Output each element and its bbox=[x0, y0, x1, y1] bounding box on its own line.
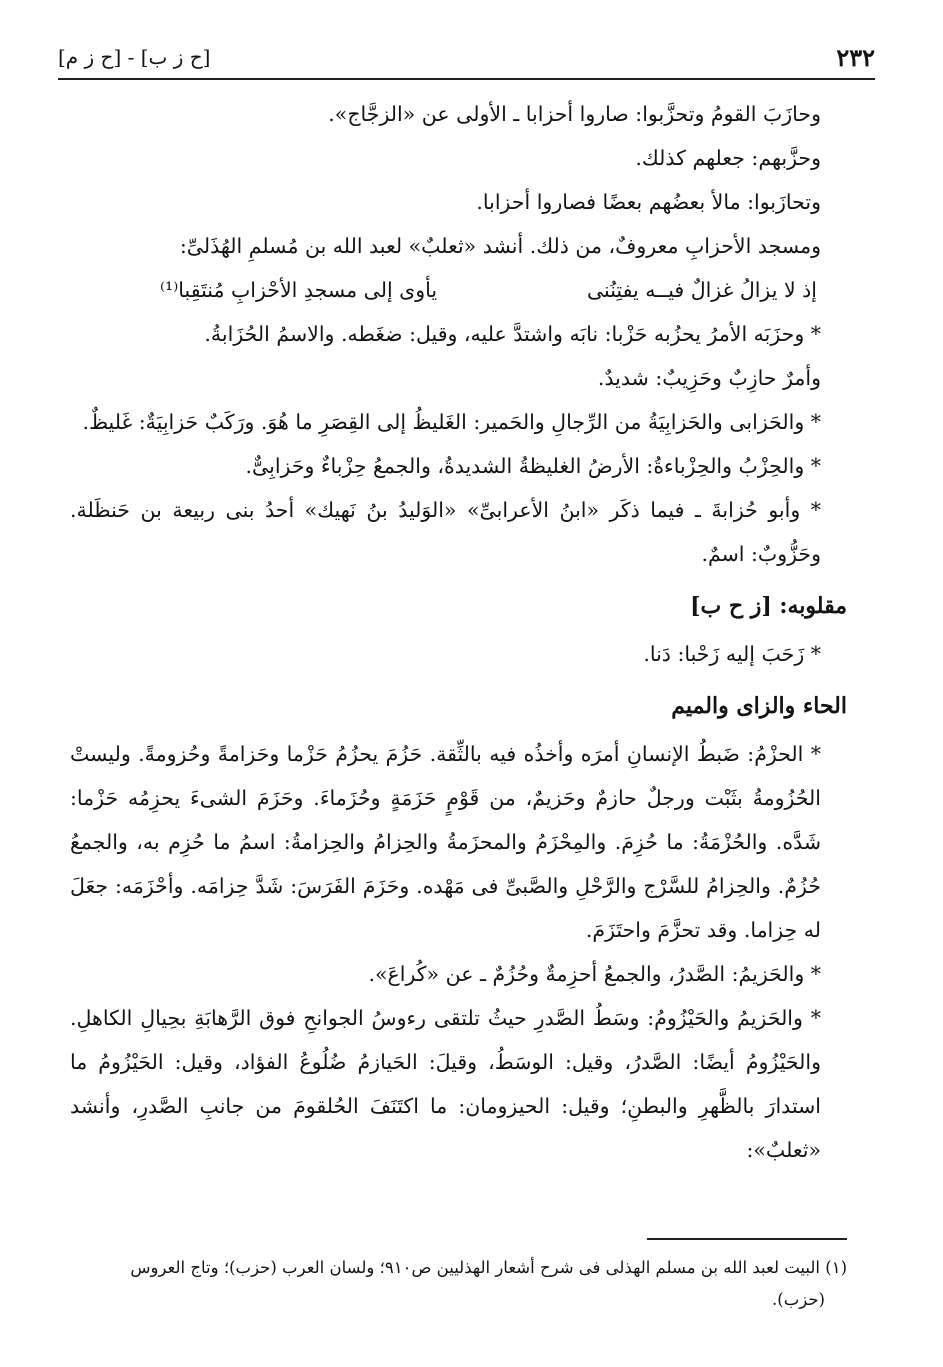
paragraph: * الحزْمُ: ضَبطُ الإنسانِ أمرَه وأخذُه فيه بالثِّقة. حَزُمَ يحزُمُ حَزْما وحَزامةً وحُزومةً. وليستْ الحُزُومةُ بثَبْت ورجلٌ حازمٌ وحَزيمٌ، من قَوْمٍ حَزَمَةٍ وحُزَماءَ. وحَزَمَ الشىءَ يحزِمُه حَزْما: شَدَّه. والحُزْمَةُ: ما حُزِمَ. والمِحْزَمُ والمحزَمةُ والحِزامُ والحِزامةُ: اسمُ ما حُزِم به، والجمعُ حُزُمٌ. والحِزامُ للسَّرْج والرَّحْلِ والصَّبىِّ فى مَهْده. وحَزَمَ الفَرَسَ: شَدَّ حِزامَه. وأحْزَمَه: جعَلَ له حِزاما. وقد تحزَّمَ واحتَزَمَ. bbox=[70, 742, 821, 942]
page-header bbox=[58, 36, 875, 80]
paragraph: * وحزَبَه الأمرُ يحزُبه حَزْبا: نابَه واشتدَّ عليه، وقيل: ضغَطه. والاسمُ الحُزَابةُ. bbox=[204, 322, 821, 346]
paragraph: * والحَزابى والحَزابِيَةُ من الرِّجالِ والحَمير: الغَليظُ إلى القِصَرِ ما هُوَ. ورَكَبٌ حَزابِيَةٌ: غَليظٌ. bbox=[82, 410, 821, 434]
verse-first-hemistich: إذ لا يزالُ غزالٌ فيــه يفتِنُنى bbox=[586, 278, 817, 302]
footnote-line: (١) البيت لعبد الله بن مسلم الهذلى فى شرح أشعار الهذليين ص٩١٠؛ ولسان العرب (حزب)؛ وتاج العروس bbox=[130, 1258, 847, 1277]
paragraph: * والحِزْبُ والحِزْباءةُ: الأرضُ الغليظةُ الشديدةُ، والجمعُ حِزْباءٌ وحَزابِىٌّ. bbox=[245, 454, 821, 478]
paragraph: وأمرٌ حازِبٌ وحَزِيبٌ: شديدٌ. bbox=[597, 366, 821, 390]
footnote bbox=[80, 1252, 847, 1316]
paragraph: ومسجد الأحزابِ معروفٌ، من ذلك. أنشد «ثعلبٌ» لعبد الله بن مُسلمِ الهُذَلىِّ: bbox=[179, 234, 821, 258]
running-head: [ح ز ب] - [ح ز م] bbox=[58, 45, 211, 69]
section-heading-inverted-root: مقلوبه: [ز ح ب] bbox=[690, 593, 847, 619]
paragraph: * والحَزيمُ: الصَّدرُ، والجمعُ أحزِمةٌ وحُزُمٌ ـ عن «كُراعَ». bbox=[368, 962, 821, 986]
main-text bbox=[70, 92, 847, 1172]
section-heading-root: الحاء والزاى والميم bbox=[671, 693, 847, 719]
footnote-divider bbox=[647, 1238, 847, 1240]
paragraph: * والحَزيمُ والحَيْزُومُ: وسَطُ الصَّدرِ حيثُ تلتقى رءوسُ الجوانحِ فوق الرَّهابَةِ بحِيالِ الكاهلِ. والحَيْزُومُ أيضًا: الصَّدرُ، وقيل: الوسَطُ، وقيلَ: الحَيازمُ ضُلُوعُ الفؤاد، وقيل: الحَيْزُومُ ما استدارَ بالظَّهرِ والبطنِ؛ وقيل: الحيزومان: ما اكتَنَفَ الحُلقومَ من جانبِ الصَّدرِ، وأنشد «ثعلبٌ»: bbox=[70, 1006, 821, 1162]
paragraph: وحزَّبهم: جعلهم كذلك. bbox=[635, 146, 821, 170]
page-number: ٢٣٢ bbox=[836, 42, 875, 72]
footnote-line: (حزب). bbox=[772, 1290, 825, 1309]
paragraph: وحازَبَ القومُ وتحزَّبوا: صاروا أحزابا ـ الأولى عن «الزجَّاج». bbox=[328, 102, 821, 126]
paragraph: * زَحَبَ إليه زَحْبا: دَنا. bbox=[643, 642, 821, 666]
verse-second-hemistich: يأوى إلى مسجدِ الأحْزابِ مُنتَقِبا⁽¹⁾ bbox=[160, 278, 438, 302]
paragraph: * وأبو حُزابةَ ـ فيما ذكَر «ابنُ الأعرابىِّ» «الوَليدُ بنُ نَهيك» أحدُ بنى ربيعة بن حَنظَلة. وحَزُّوبٌ: اسمٌ. bbox=[70, 498, 821, 566]
paragraph: وتحازَبوا: مالأ بعضُهم بعضًا فصاروا أحزابا. bbox=[476, 190, 821, 214]
poetry-verse bbox=[70, 268, 847, 312]
